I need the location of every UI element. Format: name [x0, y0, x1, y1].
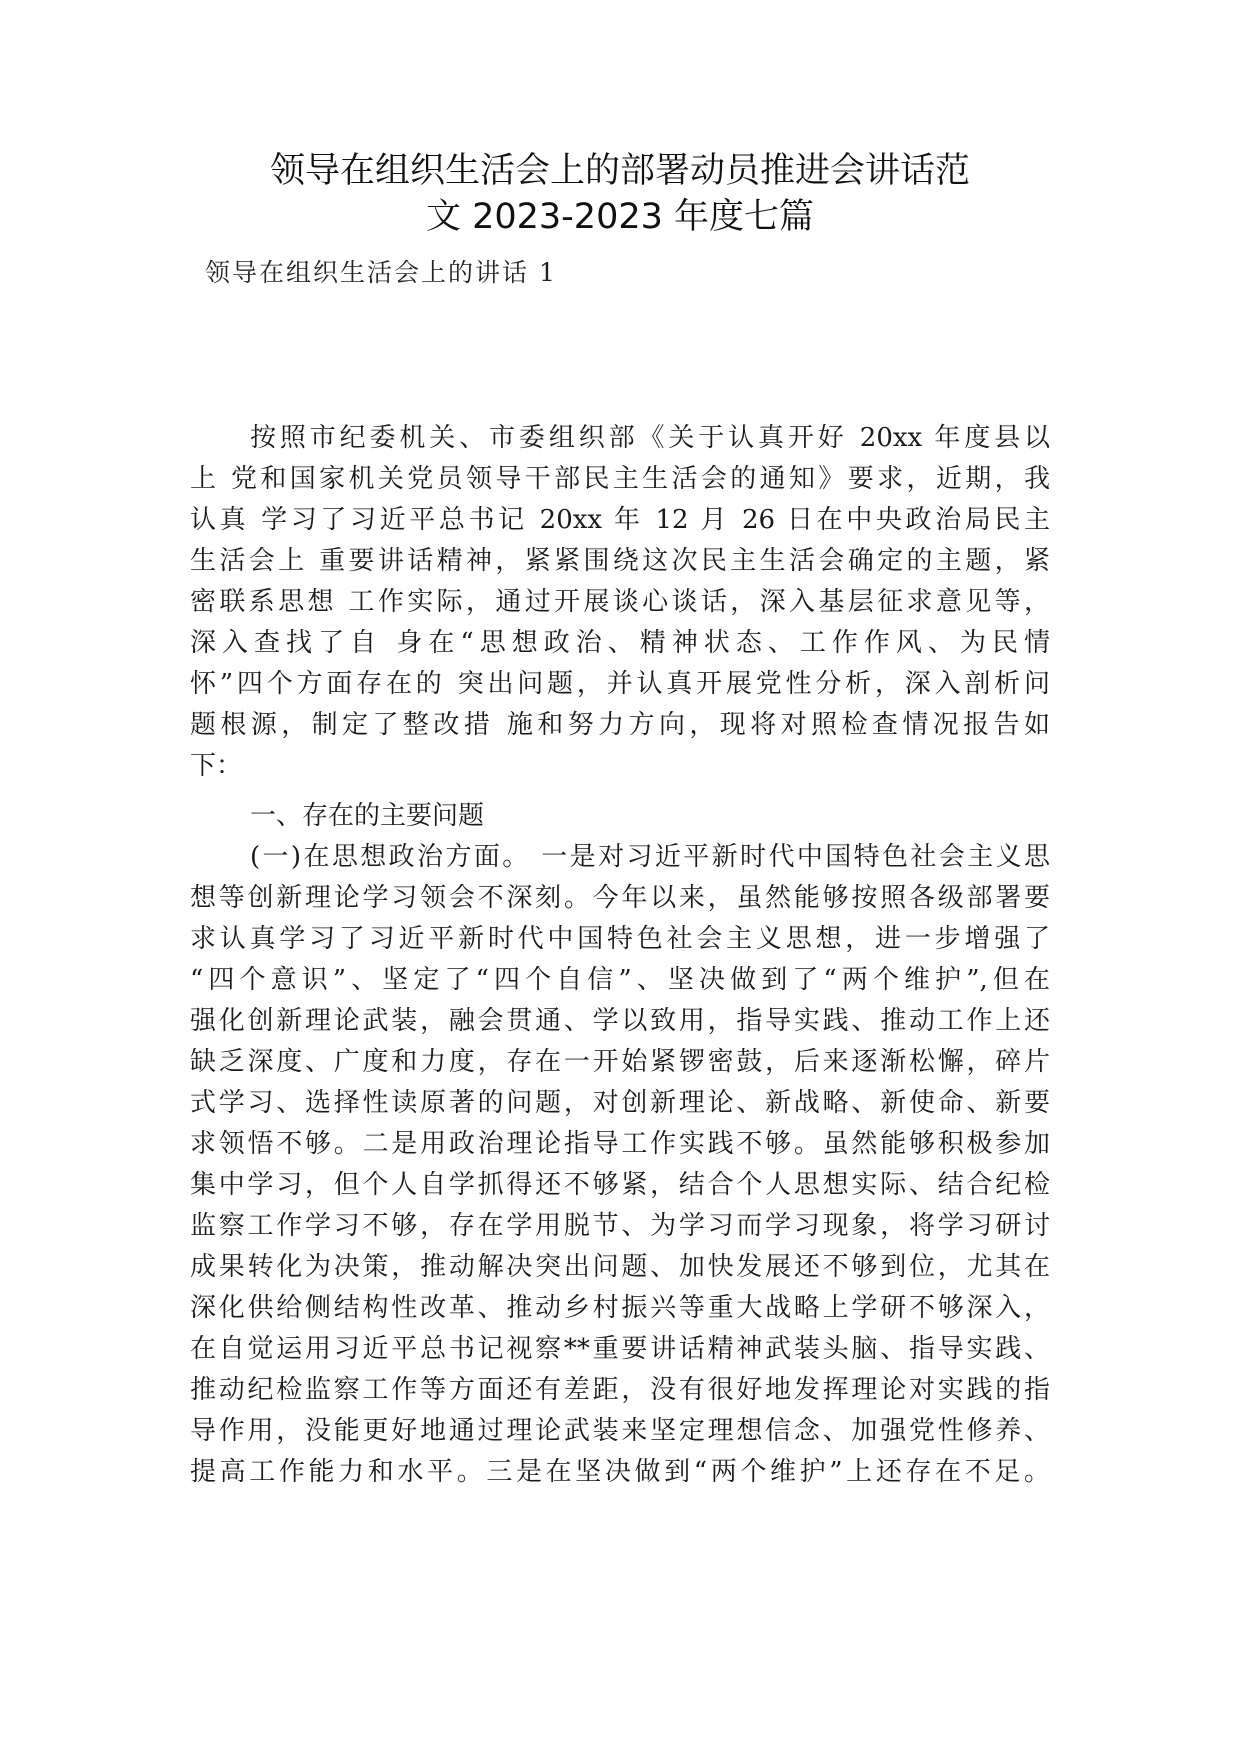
text-line: 在自觉运用习近平总书记视察**重要讲话精神武装头脑、指导实践、 — [190, 1334, 1050, 1364]
text-line: 推动纪检监察工作等方面还有差距，没有很好地发挥理论对实践的指 — [190, 1375, 1050, 1405]
text-line: 监察工作学习不够，存在学用脱节、为学习而学习现象，将学习研讨 — [190, 1211, 1050, 1241]
text-line: (一)在思想政治方面。 一是对习近平新时代中国特色社会主义思 — [250, 842, 1050, 872]
text-line: 上 党和国家机关党员领导干部民主生活会的通知》要求，近期，我 — [190, 464, 1050, 494]
section-heading: 一、存在的主要问题 — [250, 801, 485, 831]
text-line: “四个意识”、坚定了“四个自信”、坚决做到了“两个维护”,但在 — [190, 965, 1050, 995]
text-line: 题根源，制定了整改措 施和努力方向，现将对照检查情况报告如 — [190, 710, 1050, 740]
text-line: 认真 学习了习近平总书记 20xx 年 12 月 26 日在中央政治局民主 — [190, 505, 1050, 535]
text-line: 集中学习，但个人自学抓得还不够紧，结合个人思想实际、结合纪检 — [190, 1170, 1050, 1200]
title-line-1: 领导在组织生活会上的部署动员推进会讲话范 — [269, 151, 970, 191]
text-line: 导作用，没能更好地通过理论武装来坚定理想信念、加强党性修养、 — [190, 1416, 1050, 1446]
document-body — [190, 418, 1050, 1493]
text-line: 深化供给侧结构性改革、推动乡村振兴等重大战略上学研不够深入， — [190, 1293, 1050, 1323]
text-line: 按照市纪委机关、市委组织部《关于认真开好 20xx 年度县以 — [250, 423, 1050, 453]
text-line: 下： — [190, 751, 243, 781]
text-line: 成果转化为决策，推动解决突出问题、加快发展还不够到位，尤其在 — [190, 1252, 1050, 1282]
paragraph-1 — [190, 418, 1050, 787]
text-line: 提高工作能力和水平。三是在坚决做到“两个维护”上还存在不足。 — [190, 1457, 1050, 1487]
document-subtitle: 领导在组织生活会上的讲话 1 — [205, 258, 557, 287]
paragraph-gap — [190, 787, 1050, 796]
text-line: 求领悟不够。二是用政治理论指导工作实践不够。虽然能够积极参加 — [190, 1129, 1050, 1159]
title-line-2: 文 2023-2023 年度七篇 — [425, 197, 815, 237]
text-line: 深入查找了自 身在“思想政治、精神状态、工作作风、为民情 — [190, 628, 1050, 658]
paragraph-2 — [190, 837, 1050, 1493]
text-line: 密联系思想 工作实际，通过开展谈心谈话，深入基层征求意见等， — [190, 587, 1050, 617]
text-line: 想等创新理论学习领会不深刻。今年以来，虽然能够按照各级部署要 — [190, 883, 1050, 913]
text-line: 求认真学习了习近平新时代中国特色社会主义思想，进一步增强了 — [190, 924, 1050, 954]
text-line: 生活会上 重要讲话精神，紧紧围绕这次民主生活会确定的主题，紧 — [190, 546, 1050, 576]
text-line: 强化创新理论武装，融会贯通、学以致用，指导实践、推动工作上还 — [190, 1006, 1050, 1036]
text-line: 式学习、选择性读原著的问题，对创新理论、新战略、新使命、新要 — [190, 1088, 1050, 1118]
text-line: 怀”四个方面存在的 突出问题，并认真开展党性分析，深入剖析问 — [190, 669, 1050, 699]
text-line: 缺乏深度、广度和力度，存在一开始紧锣密鼓，后来逐渐松懈，碎片 — [190, 1047, 1050, 1077]
document-title — [190, 148, 1050, 240]
